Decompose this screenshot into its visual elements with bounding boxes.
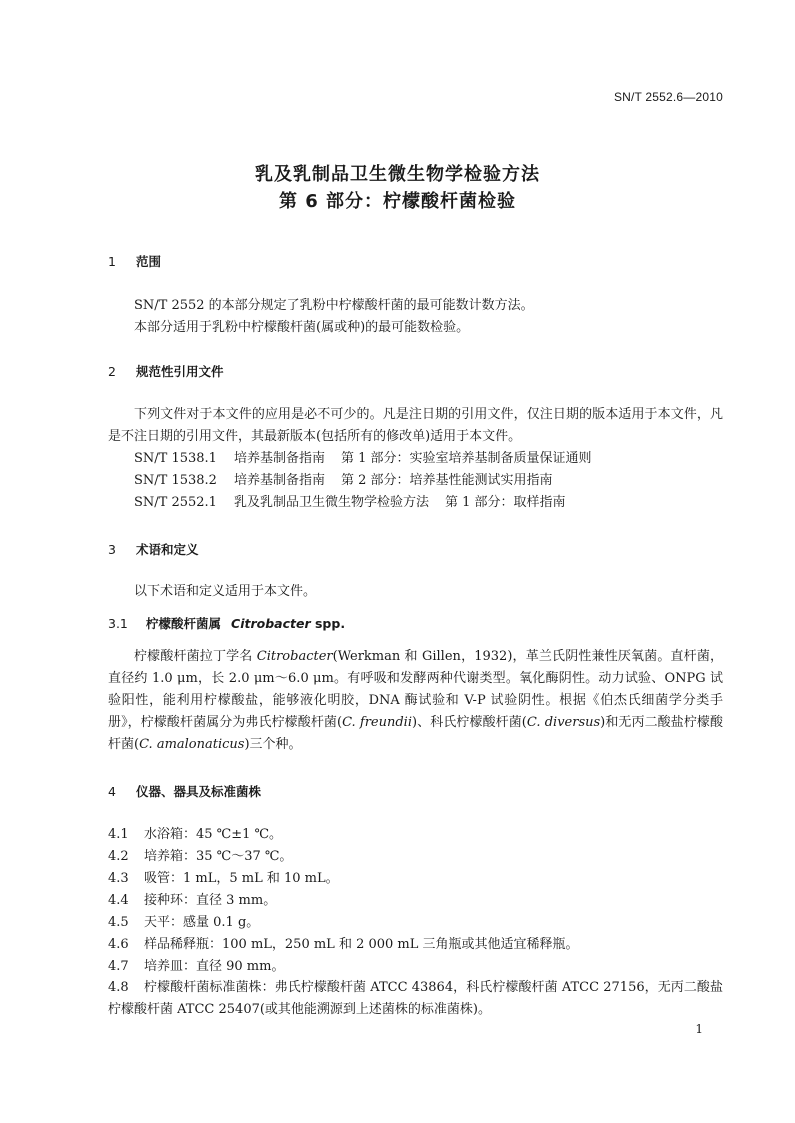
latin-suffix: spp. [310, 616, 346, 631]
section-4-heading [108, 782, 261, 800]
equipment-item [108, 911, 259, 930]
section-number: 4 [108, 784, 116, 799]
section-2-heading [108, 362, 224, 380]
reference-code: SN/T 1538.2 [134, 473, 217, 488]
item-text: 培养箱：35 ℃～37 ℃。 [144, 849, 293, 864]
definition-text: 柠檬酸杆菌拉丁学名 [134, 649, 257, 664]
item-number: 4.5 [108, 915, 129, 930]
reference-part: 第 1 部分：取样指南 [445, 495, 566, 510]
section-3-intro: 以下术语和定义适用于本文件。 [134, 584, 317, 599]
reference-title: 乳及乳制品卫生微生物学检验方法 [234, 495, 430, 510]
reference-item [134, 469, 553, 488]
item-text: 样品稀释瓶：100 mL，250 mL 和 2 000 mL 三角瓶或其他适宜稀释瓶。 [144, 937, 579, 952]
definition-text: )、科氏柠檬酸杆菌( [412, 715, 527, 730]
reference-item [134, 491, 566, 510]
equipment-item [108, 823, 282, 842]
equipment-item [108, 955, 284, 974]
equipment-item [108, 867, 339, 886]
item-text: 吸管：1 mL，5 mL 和 10 mL。 [144, 871, 339, 886]
latin-term: Citrobacter [256, 649, 333, 664]
item-number: 4.3 [108, 871, 129, 886]
item-number: 4.6 [108, 937, 129, 952]
item-number: 4.7 [108, 959, 129, 974]
item-text: 水浴箱：45 ℃±1 ℃。 [144, 827, 283, 842]
item-text: 柠檬酸杆菌标准菌株：弗氏柠檬酸杆菌 ATCC 43864，科氏柠檬酸杆菌 ATCC 27156，无丙二酸盐柠檬酸杆菌 ATCC 25407(或其他能溯源到上述菌株的标准菌株)。 [108, 980, 723, 1017]
definition-text: )和无丙二酸盐柠檬酸杆菌( [108, 715, 723, 752]
section-3-heading [108, 540, 199, 558]
definition-text: )三个种。 [244, 737, 302, 752]
latin-term: C. diversus [526, 715, 601, 730]
document-code: SN/T 2552.6—2010 [613, 90, 723, 104]
section-2-intro: 下列文件对于本文件的应用是必不可少的。凡是注日期的引用文件，仅注日期的版本适用于本文件，凡是不注日期的引用文件，其最新版本(包括所有的修改单)适用于本文件。 [108, 407, 723, 444]
subsection-number: 3.1 [108, 616, 128, 631]
item-number: 4.4 [108, 893, 129, 908]
reference-code: SN/T 1538.1 [134, 451, 217, 466]
equipment-item [108, 845, 292, 864]
section-title: 规范性引用文件 [136, 364, 224, 379]
reference-title: 培养基制备指南 [234, 473, 326, 488]
reference-part: 第 1 部分：实验室培养基制备质量保证通则 [341, 451, 592, 466]
item-number: 4.2 [108, 849, 129, 864]
reference-code: SN/T 2552.1 [134, 495, 217, 510]
document-title: 乳及乳制品卫生微生物学检验方法 [255, 164, 540, 185]
section-1-paragraph-1: SN/T 2552 的本部分规定了乳粉中柠檬酸杆菌的最可能数计数方法。 [134, 298, 534, 313]
reference-part: 第 2 部分：培养基性能测试实用指南 [341, 473, 553, 488]
document-subtitle: 第 6 部分：柠檬酸杆菌检验 [278, 191, 517, 212]
section-1-heading [108, 252, 161, 270]
latin-genus-name: Citrobacter [231, 616, 311, 631]
section-1-paragraph-2: 本部分适用于乳粉中柠檬酸杆菌(属或种)的最可能数检验。 [134, 320, 470, 335]
latin-term: C. freundii [342, 715, 412, 730]
section-title: 仪器、器具及标准菌株 [136, 784, 262, 799]
reference-item [134, 447, 592, 466]
page-number: 1 [695, 1022, 703, 1036]
section-number: 3 [108, 542, 116, 557]
section-title: 范围 [136, 254, 162, 269]
item-text: 天平：感量 0.1 g。 [144, 915, 260, 930]
equipment-item [108, 933, 579, 952]
section-number: 2 [108, 364, 116, 379]
item-number: 4.8 [108, 980, 129, 995]
subsection-3-1-definition [108, 646, 723, 756]
subsection-3-1-heading [108, 614, 345, 632]
definition-text: (Werkman 和 Gillen，1932)，革兰氏阴性兼性厌氧菌。直杆菌，直径约 1.0 μm，长 2.0 μm～6.0 μm。有呼吸和发酵两种代谢类型。氧化酶阴性。动力试验、ONPG 试验阳性，能利用柠檬酸盐，能够液化明胶，DNA 酶试验和 V-P 试验阴性。根据《伯杰氏细菌学分类手册》，柠檬酸杆菌属分为弗氏柠檬酸杆菌( [108, 649, 723, 730]
section-number: 1 [108, 254, 116, 269]
equipment-item [108, 889, 276, 908]
item-text: 接种环：直径 3 mm。 [144, 893, 277, 908]
reference-title: 培养基制备指南 [234, 451, 326, 466]
subsection-title: 柠檬酸杆菌属 [146, 616, 222, 631]
item-number: 4.1 [108, 827, 129, 842]
latin-term: C. amalonaticus [139, 737, 245, 752]
item-text: 培养皿：直径 90 mm。 [144, 959, 285, 974]
section-title: 术语和定义 [136, 542, 199, 557]
equipment-item [108, 977, 723, 1021]
